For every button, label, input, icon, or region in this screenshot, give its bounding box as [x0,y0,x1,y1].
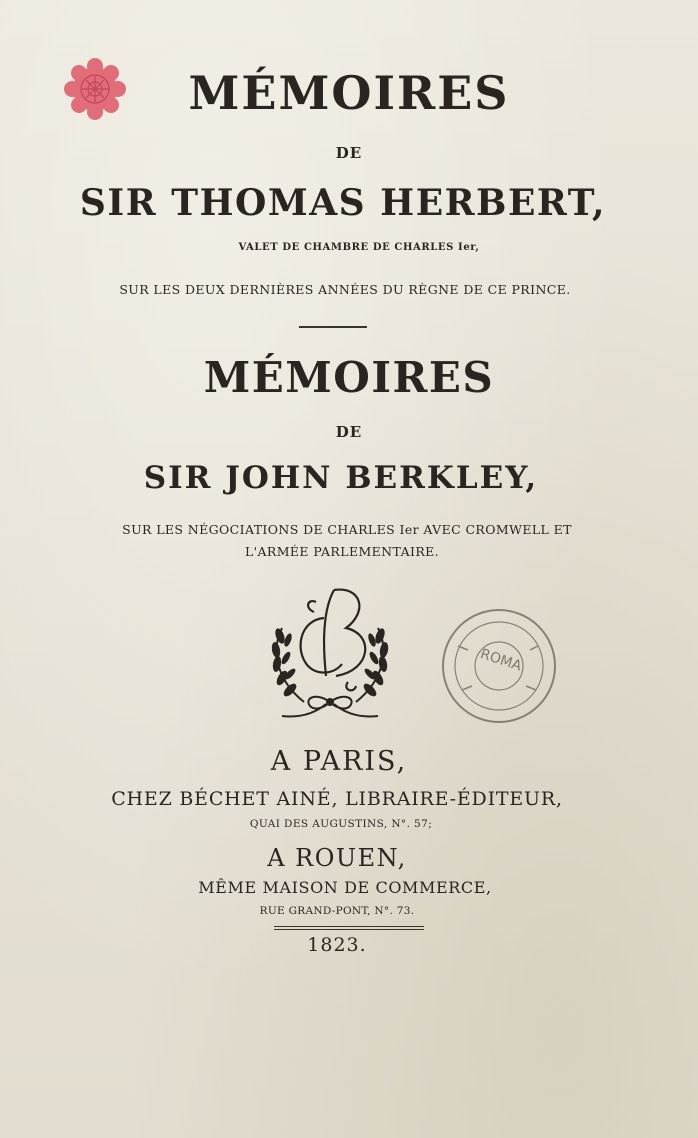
author-herbert: SIR THOMAS HERBERT, [79,182,607,224]
year-rule-top [274,926,424,927]
imprint-city-rouen: A ROUEN, [267,844,407,872]
imprint-city-paris: A PARIS, [270,746,408,777]
divider-rule [299,326,367,328]
monogram-wreath-icon [264,578,396,728]
imprint-year: 1823. [307,934,367,956]
subject-berkley-line2: L'ARMÉE PARLEMENTAIRE. [244,544,440,559]
subject-berkley-line1: SUR LES NÉGOCIATIONS DE CHARLES Ier AVEC CROMWELL ET [122,522,572,537]
author-berkley: SIR JOHN BERKLEY, [143,460,539,496]
year-rule-bottom [274,929,424,930]
svg-text:ROMA: ROMA [478,646,524,675]
title-memoires-berkley: MÉMOIRES [203,353,495,402]
library-round-stamp-icon [438,606,560,726]
de-berkley: DE [335,423,363,441]
imprint-address-rouen: RUE GRAND-PONT, N°. 73. [259,905,415,917]
imprint-house: MÊME MAISON DE COMMERCE, [198,878,492,897]
title-memoires-herbert: MÉMOIRES [188,66,510,120]
imprint-publisher: CHEZ BÉCHET AINÉ, LIBRAIRE-ÉDITEUR, [111,788,563,810]
subject-herbert: SUR LES DEUX DERNIÈRES ANNÉES DU RÈGNE DE CE PRINCE. [119,282,571,297]
role-herbert: VALET DE CHAMBRE DE CHARLES Ier, [238,242,480,253]
imprint-address-paris: QUAI DES AUGUSTINS, N°. 57; [249,818,433,830]
de-herbert: DE [335,144,363,162]
